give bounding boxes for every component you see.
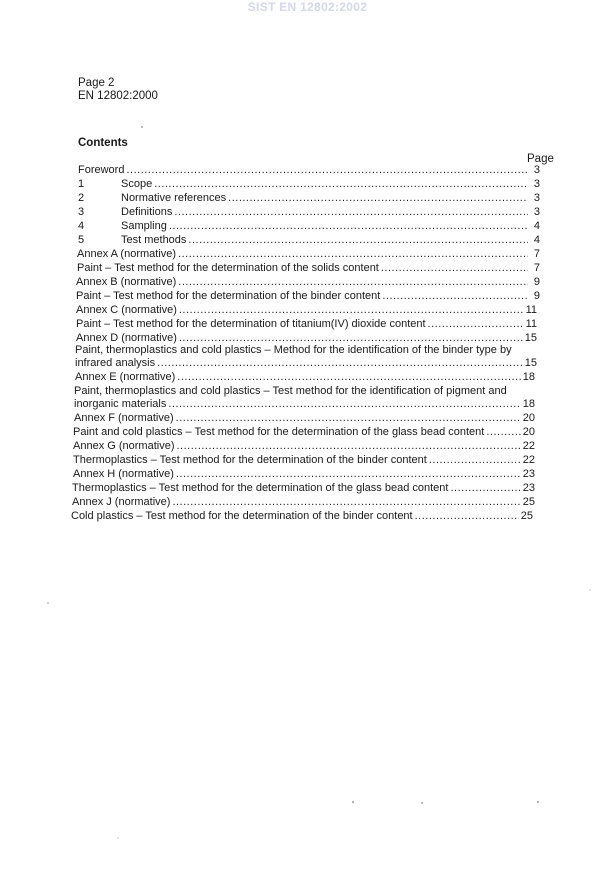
toc-entry <box>75 371 535 385</box>
toc-dot-leader <box>157 357 523 371</box>
toc-entry-title: infrared analysis <box>75 357 156 369</box>
toc-entry <box>74 385 535 399</box>
toc-entry <box>78 234 540 248</box>
toc-entry-title: Annex A (normative) <box>77 248 177 260</box>
toc-entry-page: 3 <box>533 206 540 218</box>
toc-entry <box>76 318 537 332</box>
toc-dot-leader <box>178 248 528 262</box>
toc-dot-leader <box>177 371 520 385</box>
toc-entry <box>73 440 535 454</box>
toc-dot-leader <box>429 454 521 468</box>
toc-dot-leader <box>486 426 520 440</box>
toc-entry-title: Annex F (normative) <box>74 412 174 424</box>
toc-entry-page: 7 <box>533 262 540 274</box>
toc-entry <box>76 290 540 304</box>
toc-entry-title: Paint – Test method for the determination of the binder content <box>76 290 381 302</box>
toc-dot-leader <box>428 318 524 332</box>
toc-entry-number: 2 <box>78 192 85 204</box>
toc-dot-leader <box>174 206 528 220</box>
toc-entry <box>78 178 540 192</box>
toc-entry-title: Definitions <box>121 206 173 218</box>
toc-entry-title: Paint, thermoplastics and cold plastics – Test method for the identification of pigment and <box>74 385 507 397</box>
toc-entry <box>77 248 540 262</box>
toc-dot-leader <box>169 220 528 234</box>
page-header <box>78 77 158 103</box>
toc-entry-number: 1 <box>78 178 85 190</box>
toc-dot-leader <box>228 192 528 206</box>
toc-entry-page: 4 <box>533 234 540 246</box>
toc-entry-page: 3 <box>533 192 540 204</box>
toc-entry-page: 22 <box>522 454 535 466</box>
toc-entry-page: 3 <box>533 164 540 176</box>
toc-entry <box>78 192 540 206</box>
page-column-label: Page <box>527 153 554 165</box>
toc-entry-title: Annex D (normative) <box>76 332 177 344</box>
toc-entry-title: Thermoplastics – Test method for the determination of the binder content <box>73 454 427 466</box>
toc-entry-title: Annex G (normative) <box>73 440 175 452</box>
toc-entry <box>73 454 535 468</box>
toc-dot-leader <box>188 234 528 248</box>
toc-dot-leader <box>415 510 519 524</box>
toc-dot-leader <box>450 482 520 496</box>
toc-entry-title: Paint – Test method for the determination of titanium(IV) dioxide content <box>76 318 426 330</box>
toc-entry <box>71 510 533 524</box>
toc-entry-number: 4 <box>78 220 85 232</box>
toc-entry <box>72 496 535 510</box>
page-number: Page 2 <box>78 77 115 89</box>
toc-entry <box>73 426 535 440</box>
toc-dot-leader <box>382 290 528 304</box>
toc-entry-page: 11 <box>525 304 537 316</box>
toc-entry <box>75 344 537 358</box>
toc-entry <box>77 262 540 276</box>
toc-entry-title: Paint and cold plastics – Test method for the determination of the glass bead content <box>73 426 485 438</box>
toc-entry-title: Annex H (normative) <box>73 468 174 480</box>
toc-dot-leader <box>176 412 521 426</box>
toc-entry-page: 15 <box>524 332 537 344</box>
toc-entry-page: 7 <box>533 248 540 260</box>
toc-entry-page: 3 <box>533 178 540 190</box>
toc-entry <box>74 412 535 426</box>
toc-entry-page: 23 <box>522 468 535 480</box>
toc-entry-title: Annex C (normative) <box>76 304 177 316</box>
document-id: EN 12802:2000 <box>78 90 158 102</box>
toc-entry-title: Paint – Test method for the determination of the solids content <box>77 262 379 274</box>
watermark: SIST EN 12802:2002 <box>247 0 368 14</box>
toc-entry-page: 20 <box>522 412 535 424</box>
toc-entry-title: Test methods <box>121 234 187 246</box>
toc-dot-leader <box>176 468 521 482</box>
toc-dot-leader <box>154 178 528 192</box>
toc-entry <box>75 357 537 371</box>
toc-dot-leader <box>168 398 520 412</box>
toc-dot-leader <box>178 276 528 290</box>
toc-entry-page: 9 <box>533 290 540 302</box>
toc-entry-page: 18 <box>522 398 535 410</box>
toc-entry-title: Sampling <box>121 220 167 232</box>
toc-entry-title: Annex J (normative) <box>72 496 171 508</box>
toc-entry-page: 9 <box>533 276 540 288</box>
toc-entry-title: Scope <box>121 178 153 190</box>
toc-entry-page: 25 <box>520 510 533 522</box>
toc-entry-number: 5 <box>78 234 85 246</box>
toc-entry-page: 25 <box>522 496 535 508</box>
toc-entry-title: Annex B (normative) <box>76 276 177 288</box>
toc-entry <box>74 398 535 412</box>
toc-dot-leader <box>179 304 524 318</box>
toc-entry-title: Cold plastics – Test method for the determination of the binder content <box>71 510 413 522</box>
toc-entry-title: Paint, thermoplastics and cold plastics – Method for the identification of the binder type by <box>75 344 512 356</box>
toc-entry-title: inorganic materials <box>74 398 167 410</box>
toc-entry-page: 4 <box>533 220 540 232</box>
toc-entry-title: Annex E (normative) <box>75 371 176 383</box>
toc-dot-leader <box>381 262 528 276</box>
toc-entry-title: Thermoplastics – Test method for the determination of the glass bead content <box>72 482 449 494</box>
toc-entry <box>76 276 540 290</box>
toc-entry <box>73 468 535 482</box>
toc-entry <box>78 164 540 178</box>
toc-entry-page: 11 <box>525 318 537 330</box>
toc-entry-number: 3 <box>78 206 85 218</box>
toc-entry-page: 22 <box>522 440 535 452</box>
toc-entry-page: 23 <box>522 482 535 494</box>
toc-entry <box>72 482 535 496</box>
contents-title: Contents <box>78 137 128 149</box>
toc-entry <box>76 304 537 318</box>
toc-entry <box>78 220 540 234</box>
toc-entry-page: 18 <box>522 371 535 383</box>
toc-entry-title: Foreword <box>78 164 125 176</box>
toc-dot-leader <box>176 440 520 454</box>
toc-entry <box>78 206 540 220</box>
toc-entry-page: 20 <box>522 426 535 438</box>
toc-entry-title: Normative references <box>121 192 227 204</box>
toc-dot-leader <box>172 496 520 510</box>
toc-entry-page: 15 <box>524 357 537 369</box>
toc-dot-leader <box>126 164 528 178</box>
